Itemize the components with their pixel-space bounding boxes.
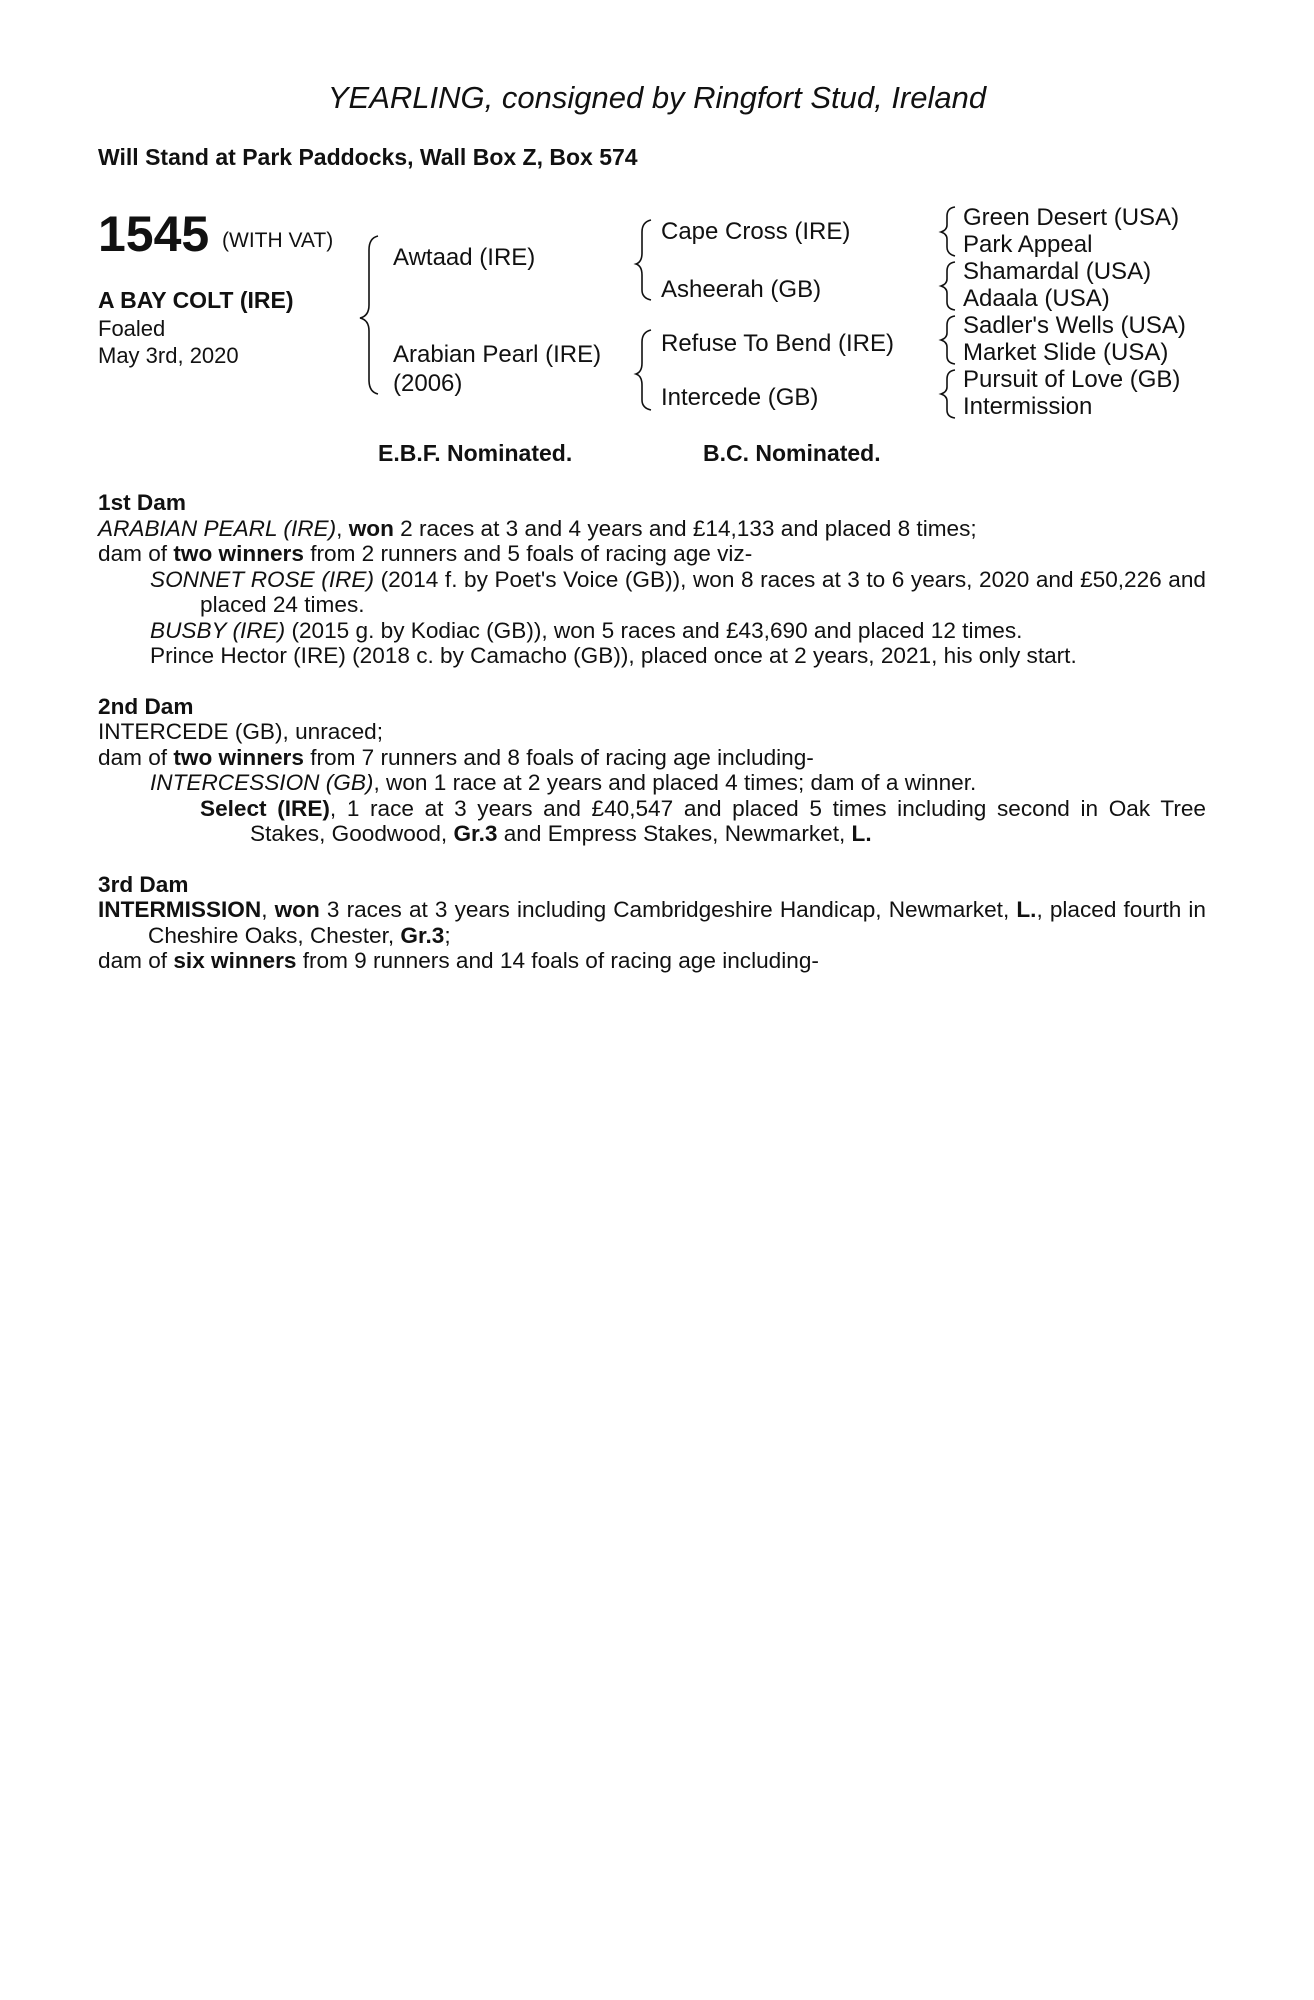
dam1-name: ARABIAN PEARL (IRE)	[98, 515, 337, 541]
pedigree-g5: Sadler's Wells (USA)	[963, 312, 1186, 339]
dam1-produce	[98, 541, 1206, 567]
dam3-foals: from 9 runners and 14 foals of racing age including-	[296, 948, 819, 973]
catalogue-body	[98, 490, 1206, 974]
dam3-t1: 3 races at 3 years including Cambridgeshire Handicap, Newmarket,	[319, 897, 1017, 922]
pedigree-sire-sire: Cape Cross (IRE)	[661, 218, 851, 245]
dam2-p2-text1: , 1 race at 3 years and £40,547 and placed 5 times including second in Oak Tree Stakes, Goodwood,	[250, 795, 1206, 846]
dam2-p2-text2: and Empress Stakes, Newmarket,	[497, 821, 852, 846]
dam2-produce	[98, 745, 1206, 771]
pedigree-g8: Intermission	[963, 393, 1093, 420]
dam3-t3: ;	[444, 922, 451, 948]
dam3-winners: six winners	[173, 948, 297, 973]
dam1-foals: from 2 runners and 5 foals of racing age viz-	[303, 541, 753, 566]
dam2-p2-grade1: Gr.3	[453, 821, 498, 846]
stand-location: Will Stand at Park Paddocks, Wall Box Z, Box 574	[98, 144, 638, 170]
pedigree-g1: Green Desert (USA)	[963, 204, 1180, 231]
brace-dam	[636, 330, 651, 410]
dam2-progeny-1	[98, 770, 1206, 796]
dam1-won: won	[348, 515, 394, 541]
ebf-nominated: E.B.F. Nominated.	[378, 440, 573, 466]
bc-nominated: B.C. Nominated.	[703, 440, 881, 466]
dam3-name: INTERMISSION	[98, 897, 262, 922]
pedigree-g7: Pursuit of Love (GB)	[963, 366, 1181, 393]
dam2-p1-text: , won 1 race at 2 years and placed 4 times; dam of a winner.	[373, 770, 977, 795]
dam3-heading: 3rd Dam	[98, 871, 189, 897]
pedigree-g4: Adaala (USA)	[963, 285, 1110, 312]
dam2-winners: two winners	[173, 744, 304, 770]
pedigree-dam: Arabian Pearl (IRE)	[393, 341, 602, 368]
vat-note: (WITH VAT)	[222, 229, 334, 252]
dam2-p1-name: INTERCESSION (GB)	[150, 770, 374, 795]
foaled-date: May 3rd, 2020	[98, 343, 239, 368]
pedigree-dam-sire: Refuse To Bend (IRE)	[661, 330, 895, 357]
dam2-damof: dam of	[98, 744, 174, 770]
pedigree-sire-dam: Asheerah (GB)	[661, 276, 822, 303]
dam1-heading: 1st Dam	[98, 490, 186, 515]
pedigree-g3: Shamardal (USA)	[963, 258, 1152, 285]
dam1-winners: two winners	[173, 541, 304, 566]
pedigree-dam-dam: Intercede (GB)	[661, 384, 819, 411]
dam1-p1-name: SONNET ROSE (IRE)	[150, 566, 375, 592]
dam3-line: INTERMISSION, won 3 races at 3 years including Cambridgeshire Handicap, Newmarket, L., placed fourth in Cheshire Oaks, Chester, Gr.3;	[98, 897, 1207, 948]
dam3-listed: L.	[1016, 897, 1037, 922]
dam3-t2: , placed fourth in Cheshire Oaks, Chester,	[148, 897, 1207, 948]
lot-description: A BAY COLT (IRE)	[98, 287, 294, 313]
page-title: YEARLING, consigned by Ringfort Stud, Ireland	[327, 80, 987, 115]
pedigree-sire: Awtaad (IRE)	[393, 244, 536, 271]
dam3-damof: dam of	[98, 948, 174, 973]
dam3-grade: Gr.3	[400, 922, 445, 948]
brace-sire	[636, 220, 651, 300]
dam2-p2-name: Select (IRE)	[200, 795, 330, 821]
lot-number: 1545	[98, 206, 210, 262]
foaled-label: Foaled	[98, 316, 166, 341]
dam2-foals: from 7 runners and 8 foals of racing age including-	[303, 744, 814, 770]
dam1-p2-name: BUSBY (IRE)	[150, 617, 286, 643]
dam2-heading: 2nd Dam	[98, 693, 194, 719]
dam3-won: won	[274, 897, 320, 922]
dam1-record: 2 races at 3 and 4 years and £14,133 and placed 8 times;	[393, 515, 977, 541]
dam1-p2-text: (2015 g. by Kodiac (GB)), won 5 races and £43,690 and placed 12 times.	[285, 617, 1023, 643]
pedigree-g2: Park Appeal	[963, 231, 1093, 258]
dam1-progeny-3: Prince Hector (IRE) (2018 c. by Camacho (GB)), placed once at 2 years, 2021, his only start.	[150, 643, 1077, 668]
dam1-line: ARABIAN PEARL (IRE), won 2 races at 3 and 4 years and £14,133 and placed 8 times;	[98, 515, 977, 541]
dam2-p2-grade2: L.	[851, 821, 872, 846]
dam2-progeny-2	[98, 796, 1206, 847]
dam1-progeny-2	[98, 618, 1206, 644]
dam1-progeny-1	[98, 567, 1206, 618]
pedigree-g6: Market Slide (USA)	[963, 339, 1169, 366]
dam3-produce	[98, 948, 1206, 974]
brace-main	[360, 236, 378, 394]
pedigree-dam-year: (2006)	[393, 370, 463, 397]
dam2-line: INTERCEDE (GB), unraced;	[98, 719, 384, 744]
dam1-p1-text: (2014 f. by Poet's Voice (GB)), won 8 races at 3 to 6 years, 2020 and £50,226 and placed 24 times.	[200, 566, 1206, 617]
dam1-damof: dam of	[98, 541, 174, 566]
